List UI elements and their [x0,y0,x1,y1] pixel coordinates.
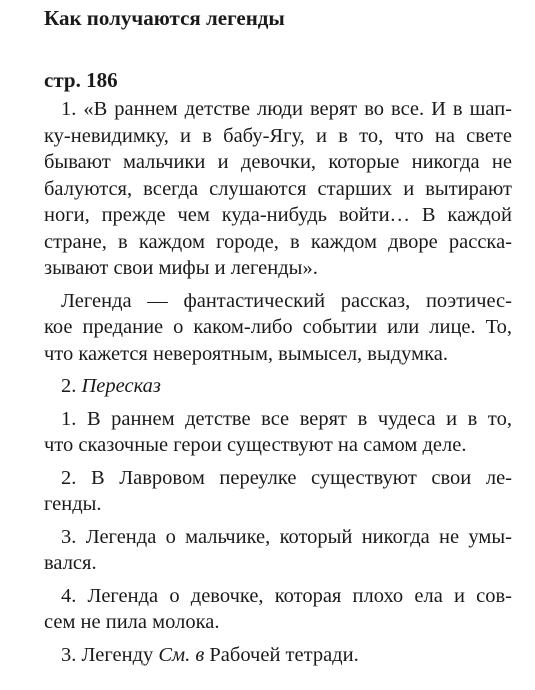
retelling-heading: Пересказ [81,375,161,397]
page-reference: стр. 186 [44,68,118,92]
text-line-legend [44,642,512,669]
text-line: 1. В раннем детстве все верят в чудеса и в то, [61,407,512,430]
text-line: сем не пила молока. [44,611,220,633]
section-title: Как получаются легенды [44,6,285,30]
text-line: 3. Легенда о мальчике, который никогда не умы- [61,525,512,548]
legend-prefix: 3. Легенду [61,643,159,666]
text-line: балуются, всегда слушаются старших и вытирают [44,177,512,200]
item-number: 2. [61,375,82,397]
text-line: ноги, прежде чем куда-нибудь войти… В каждой [44,204,512,226]
text-line-retelling [44,373,512,400]
text-line: 2. В Лавровом переулке существуют свои ле- [61,466,512,489]
see-reference: См. в [158,643,205,666]
text-line: зывают свои мифы и легенды». [44,257,318,279]
text-line: бывают мальчики и девочки, которые никогда не [44,151,512,173]
workbook-reference: Рабочей тетради. [204,643,359,666]
body-text [44,96,512,668]
text-line: генды. [44,493,102,515]
text-line: Легенда — фантастический рассказ, поэтичес- [61,289,512,312]
text-line: что кажется невероятным, вымысел, выдумка. [44,342,449,365]
text-line: кое предание о каком-либо событии или лице. То, [44,316,512,338]
text-line: 1. «В раннем детстве люди верят во все. И в шап- [61,98,512,120]
text-line: 4. Легенда о девочке, которая плохо ела и сов- [61,584,512,607]
text-line: вался. [44,552,97,574]
text-line: что сказочные герои существуют на самом деле. [44,434,467,456]
text-line: ку-невидимку, и в бабу-Ягу, и в то, что на свете [44,124,512,147]
text-line: стране, в каждом городе, в каждом дворе расска- [44,230,512,253]
